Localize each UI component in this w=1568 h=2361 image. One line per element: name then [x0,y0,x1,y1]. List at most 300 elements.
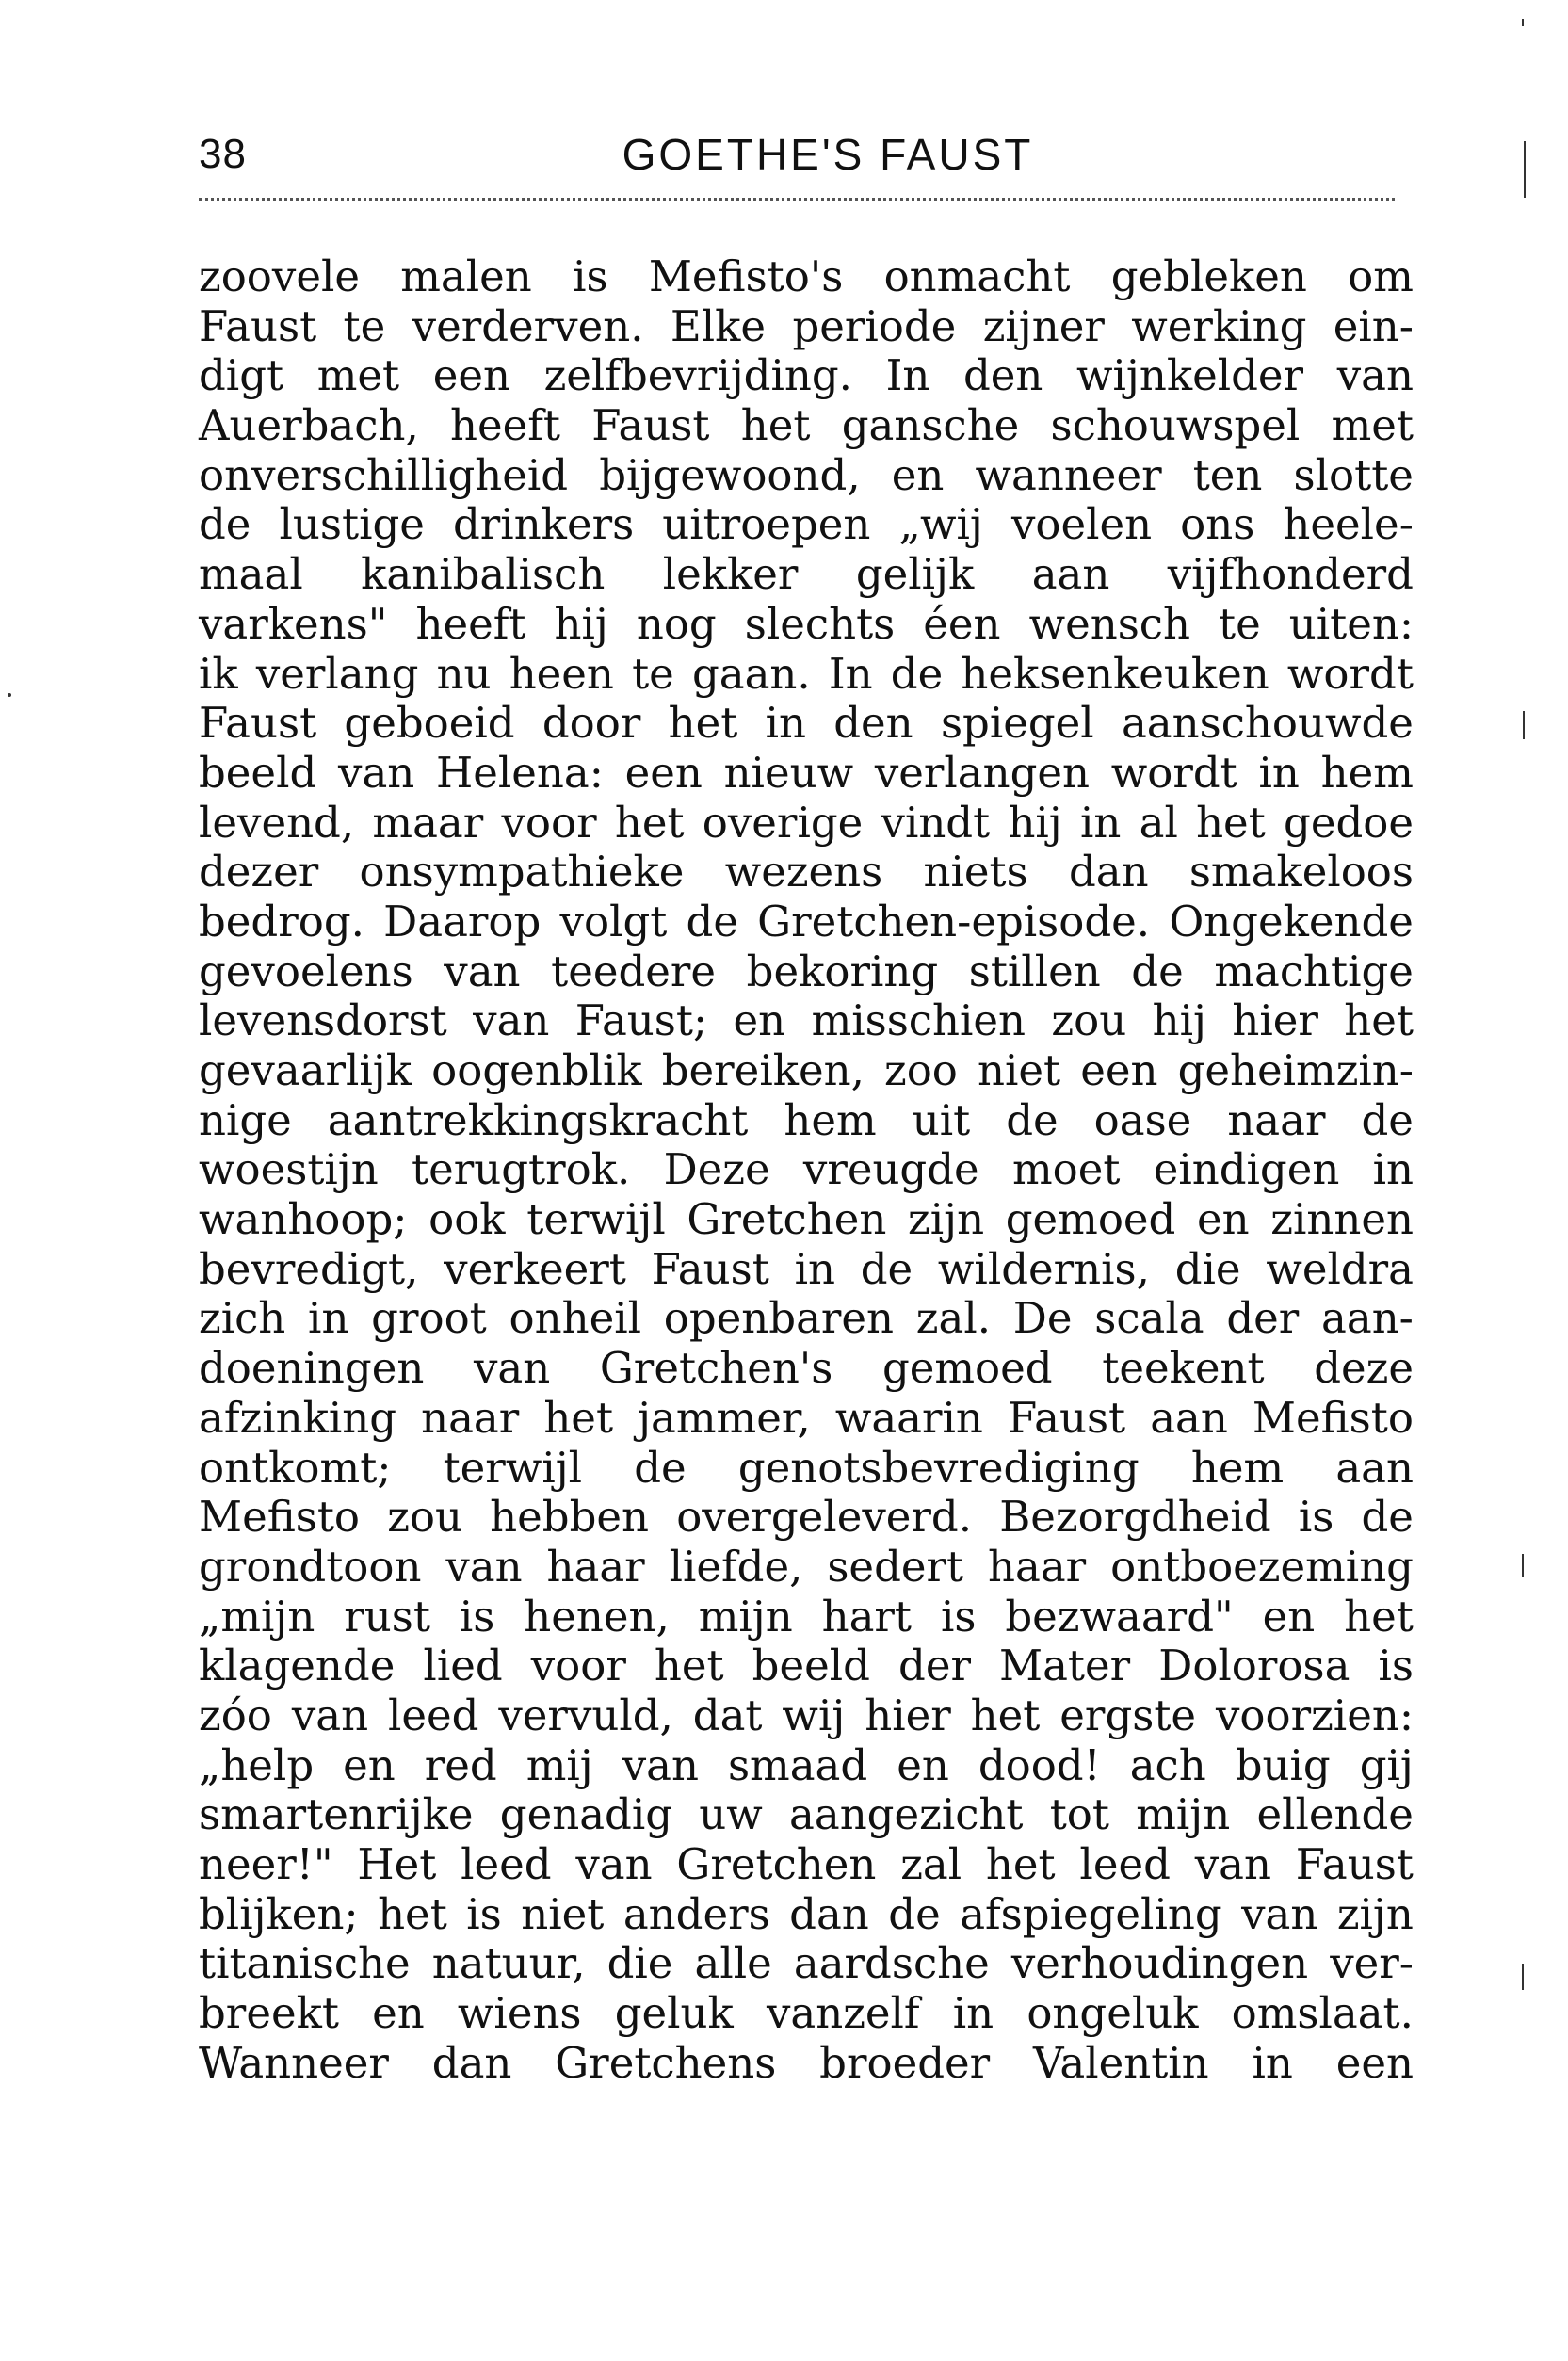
word: het [740,400,811,451]
word: Gretchen-episode. [757,896,1151,946]
word: zou [1051,995,1127,1046]
scan-mark [1523,711,1525,739]
word: te [343,300,386,351]
word: bedrog. [199,896,364,946]
scan-mark [1522,1554,1524,1577]
word: „help [199,1739,315,1790]
word: nige [199,1094,292,1145]
word: titanische [199,1938,411,1989]
word: heele- [1283,499,1414,550]
word: klagende [199,1641,396,1691]
word: drinkers [452,499,635,550]
word: Mefisto's [648,251,844,301]
word: vreugde [802,1144,979,1195]
word: afzinking [199,1392,397,1443]
word: uiten: [1288,598,1414,649]
word: de [860,1243,913,1294]
text-line [199,351,1414,401]
word: openbaren [663,1293,895,1344]
word: ons [1180,499,1255,550]
word: henen, [524,1591,670,1641]
word: de [888,1888,941,1939]
word: Auerbach, [199,400,419,451]
word: leed [1079,1839,1171,1889]
word: het [378,1888,447,1939]
word: Elke [670,300,767,351]
word: ontboezeming [1110,1541,1414,1592]
text-line [199,1245,1414,1295]
word: haar [546,1541,645,1592]
word: misschien [811,995,1026,1046]
word: spiegel [940,698,1094,749]
word: met [316,350,400,401]
word: van [291,1690,369,1740]
word: maar [372,797,484,848]
word: van [1241,1888,1318,1939]
word: Gretchen [676,1839,877,1889]
word: malen [400,251,532,301]
word: verhoudingen [1010,1938,1309,1989]
word: nu [436,648,492,699]
word: aanschouwde [1121,698,1414,749]
word: aan [1031,549,1110,600]
word: te [1219,598,1261,649]
text-line [199,1840,1414,1890]
word: nieuw [723,747,854,798]
word: hij [1152,995,1206,1046]
word: gebleken [1110,251,1307,301]
word: onheil [509,1293,641,1344]
page-number: 38 [199,131,247,177]
text-line [199,1543,1414,1593]
word: vindt [881,797,991,848]
word: van [338,747,415,798]
word: wiens [457,1988,582,2039]
word: smaad [727,1739,868,1790]
text-line [199,699,1414,749]
word: gemoed [881,1343,1053,1394]
word: jammer, [638,1392,811,1443]
word: Gretchen [687,1194,887,1245]
word: wensch [1028,598,1190,649]
word: een [624,747,703,798]
word: hij [554,598,608,649]
word: Faust [591,400,710,451]
word: hem [1320,747,1414,798]
word: en [1197,1194,1250,1245]
word: bereiken, [661,1045,865,1095]
word: ook [428,1194,506,1245]
word: éen [923,598,1001,649]
text-line [199,1890,1414,1940]
word: weldra [1266,1243,1414,1294]
text-line [199,1593,1414,1642]
word: gelijk [855,549,975,600]
word: gij [1359,1739,1414,1790]
word: vijfhonderd [1167,549,1414,600]
word: het [668,698,738,749]
word: aardsche [793,1938,990,1989]
word: heen [509,648,614,699]
word: woestijn [199,1144,379,1195]
text-line [199,1641,1414,1691]
word: van [473,1343,551,1394]
word: niet [521,1888,605,1939]
word: en [372,1988,425,2039]
word: uitroepen [662,499,871,550]
word: van [473,995,550,1046]
word: voor [501,797,597,848]
word: De [1012,1293,1073,1344]
word: het [614,797,685,848]
word: de [1131,946,1184,996]
word: levend, [199,797,355,848]
word: en [343,1739,396,1790]
word: hij [1008,797,1062,848]
word: natuur, [431,1938,586,1989]
word: al [1139,797,1178,848]
word: Faust [199,698,317,749]
word: eindigen [1153,1144,1340,1195]
word: onmacht [883,251,1071,301]
word: uit [912,1094,971,1145]
word: in [1372,1144,1414,1195]
word: moet [1011,1144,1121,1195]
word: stillen [968,946,1101,996]
word: een [1080,1045,1158,1095]
word: wildernis, [937,1243,1150,1294]
text-line [199,401,1414,451]
word: maal [199,549,303,600]
word: verkeert [444,1243,626,1294]
word: lustige [279,499,425,550]
word: geluk [614,1988,734,2039]
text-line [199,451,1414,501]
word: zoo [884,1045,958,1095]
text-line [199,1294,1414,1344]
word: leed [461,1839,552,1889]
word: overige [702,797,864,848]
word: uw [699,1789,763,1840]
word: volgt [559,896,668,946]
word: het [1344,995,1414,1046]
word: scala [1094,1293,1204,1344]
word: den [833,698,913,749]
word: Valentin [1033,2037,1209,2088]
word: wordt [1286,648,1414,699]
word: neer!" [199,1839,333,1889]
word: aantrekkingskracht [327,1094,749,1145]
text-line [199,1741,1414,1791]
word: oase [1093,1094,1192,1145]
word: ach [1129,1739,1206,1790]
word: bevredigt, [199,1243,419,1294]
word: en [897,1739,949,1790]
word: geheimzin- [1177,1045,1414,1095]
text-line [199,500,1414,550]
word: varkens" [199,598,388,649]
word: naar [421,1392,520,1443]
word: de [634,1442,687,1493]
word: slechts [744,598,896,649]
word: vanzelf [766,1988,920,2039]
text-line [199,1096,1414,1146]
running-title: GOETHE'S FAUST [622,130,1034,179]
word: zijn [908,1194,985,1245]
word: ellende [1256,1789,1414,1840]
text-line [199,749,1414,799]
word: Gretchens [555,2037,777,2088]
word: genotsbevrediging [737,1442,1140,1493]
word: is [573,251,608,301]
word: kanibalisch [361,549,606,600]
word: beeld [752,1641,870,1691]
word: anders [622,1888,770,1939]
word: der [898,1641,971,1691]
word: Faust [199,300,317,351]
word: leed [387,1690,479,1740]
word: hem [784,1094,877,1145]
word: werking [1131,300,1307,351]
word: bijgewoond, [599,449,861,500]
word: te [632,648,674,699]
word: een [1335,2037,1414,2088]
word: aan [1335,1442,1414,1493]
word: wijnkelder [1075,350,1304,401]
text-line [199,848,1414,898]
word: rust [344,1591,430,1641]
word: mijn [698,1591,793,1641]
margin-scan-marks [1516,132,1535,2015]
word: breekt [199,1988,339,2039]
word: het [985,1839,1056,1889]
word: Mefisto [1252,1392,1414,1443]
word: ontkomt; [199,1442,392,1493]
word: omslaat. [1231,1988,1414,2039]
word: slotte [1293,449,1414,500]
word: overgeleverd. [676,1492,972,1543]
scan-mark [1524,141,1526,198]
word: bekoring [746,946,939,996]
word: Gretchen's [599,1343,833,1394]
word: blijken; [199,1888,359,1939]
word: van [1194,1839,1271,1889]
word: ik [199,648,238,699]
word: in [952,1988,994,2039]
word: vervuld, [498,1690,673,1740]
word: terugtrok. [412,1144,631,1195]
word: groot [371,1293,487,1344]
word: In [828,648,873,699]
word: verderven. [412,300,644,351]
word: de [686,896,738,946]
word: periode [792,300,957,351]
word: Faust [1295,1839,1414,1889]
text-line [199,650,1414,700]
word: het [970,1690,1041,1740]
word: broeder [819,2037,991,2088]
word: het [1344,1591,1414,1641]
text-line [199,252,1414,302]
word: in [1252,2037,1293,2088]
word: gevoelens [199,946,413,996]
word: hem [1190,1442,1285,1493]
text-line [199,1195,1414,1245]
word: dezer [199,847,319,898]
word: teedere [551,946,717,996]
word: wanhoop; [199,1194,408,1245]
text-line [199,1691,1414,1741]
word: „mijn [199,1591,315,1641]
word: terwijl [526,1194,666,1245]
word: gevaarlijk [199,1045,412,1095]
word: zich [199,1293,286,1344]
word: het [654,1641,724,1691]
word: ver- [1330,1938,1414,1989]
word: hier [865,1690,951,1740]
word: liefde, [669,1541,803,1592]
word: wordt [1110,747,1237,798]
word: aan [1150,1392,1228,1443]
word: ein- [1333,300,1414,351]
scan-mark [1522,19,1524,26]
word: zóo [199,1690,272,1740]
text-line [199,2039,1414,2089]
word: in [1080,797,1122,848]
text-line [199,799,1414,849]
word: die [1174,1243,1241,1294]
word: heeft [450,400,561,451]
running-head [199,121,1418,190]
word: doeningen [199,1343,425,1394]
word: waarin [834,1392,983,1443]
text-line [199,1394,1414,1444]
word: oogenblik [431,1045,642,1095]
word: om [1348,251,1414,301]
word: wanneer [975,449,1162,500]
word: beeld [199,747,317,798]
word: en [733,995,786,1046]
word: hier [1232,995,1318,1046]
text-line [199,1790,1414,1840]
word: in [308,1293,349,1344]
word: ongeluk [1026,1988,1199,2039]
word: voorzien: [1215,1690,1414,1740]
word: de [199,499,251,550]
word: naar [1227,1094,1326,1145]
word: dat [692,1690,763,1740]
word: den [962,350,1043,401]
word: dan [789,1888,869,1939]
word: Mater [999,1641,1131,1691]
word: dan [1068,847,1149,898]
word: genadig [499,1789,673,1840]
word: zijn [1336,1888,1414,1939]
word: gaan. [691,648,811,699]
word: zoovele [199,251,360,301]
word: van [622,1739,699,1790]
word: is [459,1591,495,1641]
word: de [1361,1492,1414,1543]
word: de [890,648,944,699]
word: grondtoon [199,1541,422,1592]
word: Faust [651,1243,769,1294]
word: lekker [662,549,799,600]
word: bezwaard" [1005,1591,1234,1641]
word: Ongekende [1169,896,1414,946]
word: onverschilligheid [199,449,569,500]
text-line [199,1939,1414,1989]
word: ergste [1059,1690,1197,1740]
word: terwijl [443,1442,583,1493]
text-line [199,600,1414,650]
word: deze [1314,1343,1414,1394]
word: der [1226,1293,1300,1344]
dotted-divider [199,198,1395,201]
word: verlangen [874,747,1091,798]
word: niets [923,847,1028,898]
word: van [444,946,521,996]
body-paragraph [199,252,1414,2088]
word: onsympathieke [359,847,685,898]
word: afspiegeling [960,1888,1222,1939]
word: voor [530,1641,626,1691]
word: levensdorst [199,995,447,1046]
word: aan- [1321,1293,1414,1344]
word: heeft [415,598,526,649]
word: geboeid [344,698,515,749]
word: wezens [724,847,883,898]
word: gansche [841,400,1020,451]
word: teekent [1102,1343,1265,1394]
word: verlang [255,648,419,699]
word: de [1361,1094,1414,1145]
word: „wij [898,499,983,550]
word: haar [988,1541,1087,1592]
word: Wanneer [199,2037,389,2088]
word: sedert [827,1541,964,1592]
word: mijn [1136,1789,1231,1840]
text-line [199,550,1414,600]
word: het [1196,797,1266,848]
word: digt [199,350,284,401]
word: niet [978,1045,1061,1095]
word: lied [423,1641,503,1691]
word: gemoed [1005,1194,1176,1245]
word: Deze [663,1144,770,1195]
word: smartenrijke [199,1789,474,1840]
word: zijner [982,300,1105,351]
word: mij [525,1739,593,1790]
word: red [424,1739,497,1790]
word: in [794,1243,835,1294]
text-line [199,1493,1414,1543]
word: ten [1192,449,1263,500]
word: in [765,698,806,749]
word: een [432,350,510,401]
word: het [543,1392,614,1443]
word: heksenkeuken [961,648,1269,699]
word: zelfbevrijding. [543,350,852,401]
word: van [575,1839,653,1889]
text-line [199,996,1414,1046]
word: dan [431,2037,512,2088]
text-line [199,1046,1414,1096]
word: hart [821,1591,913,1641]
word: Faust; [574,995,708,1046]
word: is [1378,1641,1414,1691]
text-line [199,1145,1414,1195]
